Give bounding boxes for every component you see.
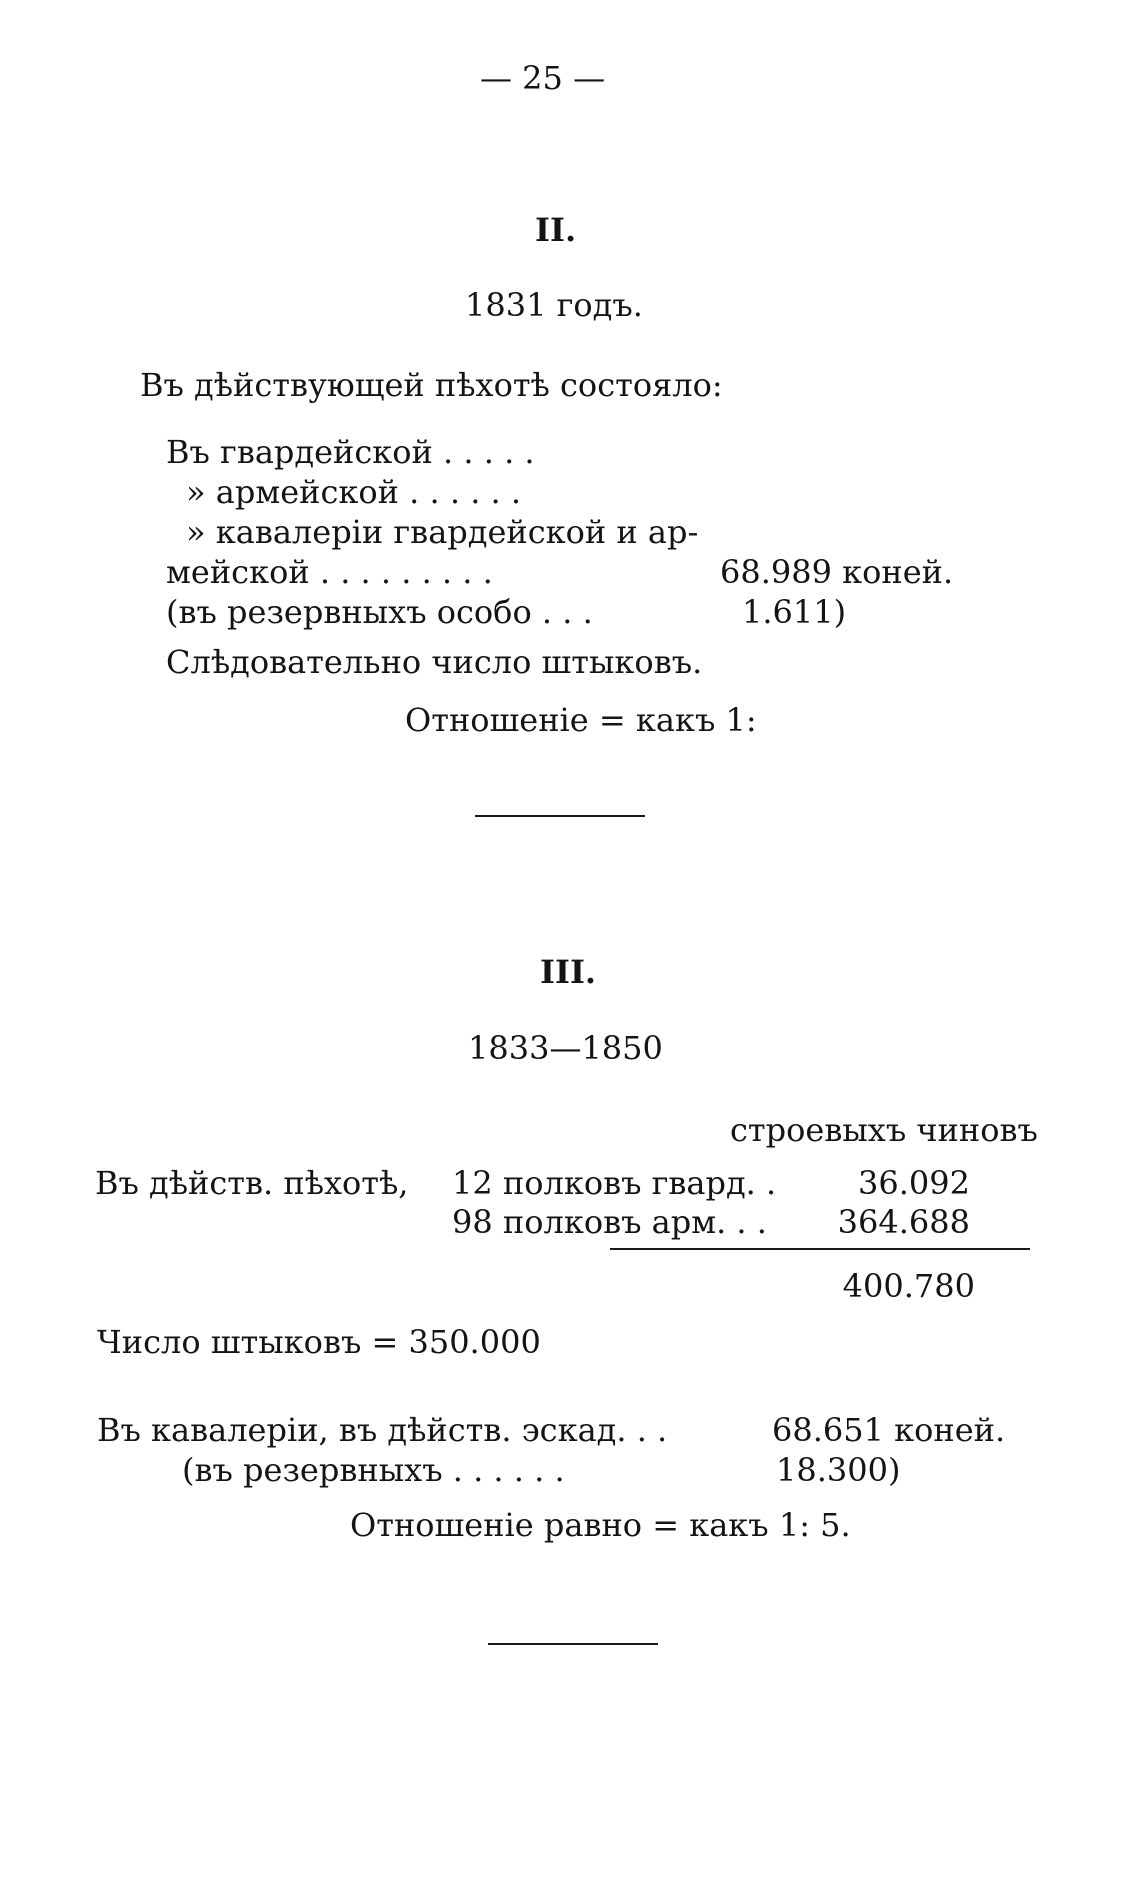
- section-iii-column-header: строевыхъ чиновъ: [730, 1111, 1038, 1149]
- section-iii-years: 1833—1850: [468, 1029, 663, 1067]
- section-ii-ratio: Отношеніе = какъ 1:: [405, 701, 757, 739]
- section-iii-row-army: 98 полковъ арм. . .: [452, 1203, 767, 1241]
- section-iii-bayonets: Число штыковъ = 350.000: [97, 1323, 541, 1361]
- section-ii-divider: [475, 815, 645, 817]
- section-ii-row-reserve-value: 1.611): [742, 593, 847, 631]
- section-ii-row-guard: Въ гвардейской . . . . .: [166, 433, 535, 471]
- section-ii-row-cavalry-value: 68.989 коней.: [720, 553, 954, 591]
- section-ii-row-reserve: (въ резервныхъ особо . . .: [166, 593, 593, 631]
- section-iii-infantry-label: Въ дѣйств. пѣхотѣ,: [95, 1164, 409, 1202]
- section-ii-year: 1831 годъ.: [465, 286, 643, 324]
- section-ii-row-army: » армейской . . . . . .: [186, 473, 522, 511]
- section-iii-numeral: III.: [540, 953, 597, 991]
- section-iii-reserve: (въ резервныхъ . . . . . .: [182, 1451, 565, 1489]
- section-iii-reserve-value: 18.300): [776, 1451, 901, 1489]
- section-iii-row-guard: 12 полковъ гвард. .: [452, 1164, 777, 1202]
- section-iii-cavalry: Въ кавалеріи, въ дѣйств. эскад. . .: [97, 1411, 668, 1449]
- section-ii-row-cavalry: » кавалеріи гвардейской и ар-: [186, 513, 699, 551]
- section-ii-numeral: II.: [535, 211, 577, 249]
- section-ii-intro: Въ дѣйствующей пѣхотѣ состояло:: [140, 366, 723, 404]
- section-ii-row-cavalry-cont: мейской . . . . . . . . .: [166, 553, 493, 591]
- section-iii-sum-rule: [610, 1248, 1030, 1250]
- section-iii-cavalry-value: 68.651 коней.: [772, 1411, 1006, 1449]
- page-number: — 25 —: [480, 59, 606, 97]
- section-iii-row-army-value: 364.688: [837, 1203, 970, 1241]
- section-iii-divider: [488, 1643, 658, 1645]
- section-iii-total: 400.780: [842, 1267, 975, 1305]
- section-iii-row-guard-value: 36.092: [858, 1164, 970, 1202]
- section-iii-ratio: Отношеніе равно = какъ 1: 5.: [350, 1506, 851, 1544]
- section-ii-bayonets: Слѣдовательно число штыковъ.: [166, 643, 703, 681]
